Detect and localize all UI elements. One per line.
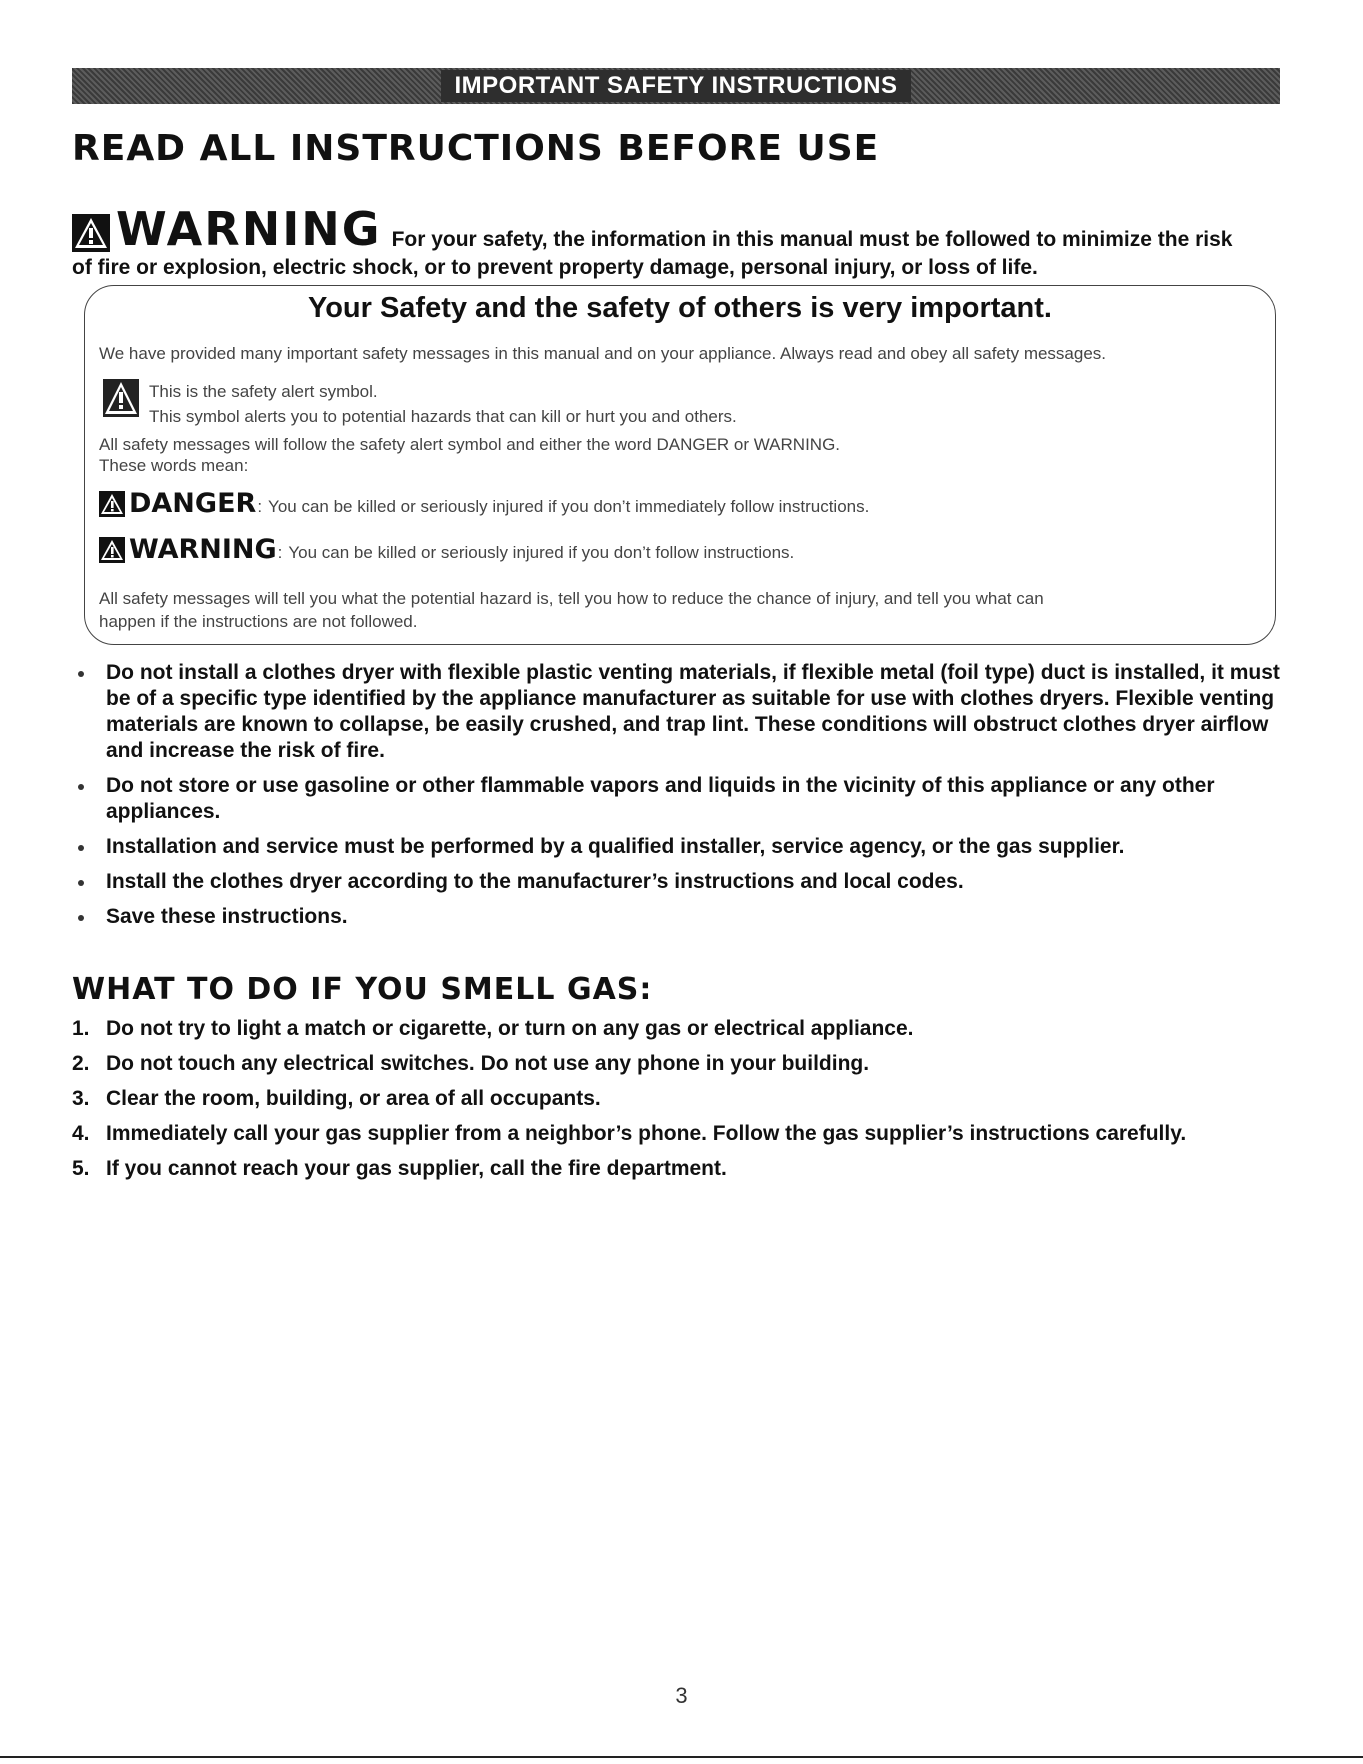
safety-alert-symbol-icon xyxy=(103,379,139,417)
step-number: 4. xyxy=(72,1122,90,1145)
list-item xyxy=(72,869,1287,895)
danger-signal-word: DANGER xyxy=(129,488,257,519)
danger-description: You can be killed or seriously injured if you don’t immediately follow instructions. xyxy=(268,497,870,516)
warning-statement xyxy=(72,202,1287,282)
alert-triangle-icon xyxy=(72,214,110,252)
bullet-text: Installation and service must be performed by a qualified installer, service agency, or the gas supplier. xyxy=(106,835,1125,858)
step-text: Do not touch any electrical switches. Do not use any phone in your building. xyxy=(106,1052,870,1075)
bullet-text: Do not store or use gasoline or other flammable vapors and liquids in the vicinity of this appliance or any other appliances. xyxy=(106,774,1215,823)
warning-text-line2: of fire or explosion, electric shock, or to prevent property damage, personal injury, or loss of life. xyxy=(72,256,1038,279)
list-item xyxy=(72,1016,1287,1042)
warning-signal-word-small: WARNING xyxy=(129,534,277,565)
step-text: Immediately call your gas supplier from a neighbor’s phone. Follow the gas supplier’s instructions carefully. xyxy=(106,1122,1187,1145)
closing-text-line2: happen if the instructions are not followed. xyxy=(99,612,418,631)
section-banner xyxy=(72,68,1280,104)
page-number: 3 xyxy=(675,1683,688,1708)
bullet-icon xyxy=(78,784,84,790)
bullet-icon xyxy=(78,915,84,921)
step-text: Do not try to light a match or cigarette, or turn on any gas or electrical appliance. xyxy=(106,1017,914,1040)
step-number: 5. xyxy=(72,1157,90,1180)
danger-alert-icon xyxy=(99,491,125,517)
step-number: 3. xyxy=(72,1087,90,1110)
bullet-icon xyxy=(78,880,84,886)
closing-text-line1: All safety messages will tell you what the potential hazard is, tell you how to reduce the chance of injury, and tell you what can xyxy=(99,589,1044,608)
step-text: Clear the room, building, or area of all occupants. xyxy=(106,1087,601,1110)
list-item xyxy=(72,1121,1287,1147)
safety-bullet-list xyxy=(72,660,1287,939)
symbol-description-line2: This symbol alerts you to potential hazards that can kill or hurt you and others. xyxy=(149,407,737,426)
warning-alert-icon xyxy=(99,537,125,563)
warning-description: You can be killed or seriously injured if you don’t follow instructions. xyxy=(288,543,795,562)
list-item xyxy=(72,904,1287,930)
banner-title: IMPORTANT SAFETY INSTRUCTIONS xyxy=(441,70,912,102)
bullet-text: Install the clothes dryer according to the manufacturer’s instructions and local codes. xyxy=(106,870,964,893)
list-item xyxy=(72,660,1287,764)
symbol-description-line1: This is the safety alert symbol. xyxy=(149,382,378,401)
list-item xyxy=(72,1156,1287,1182)
bullet-text: Do not install a clothes dryer with flexible plastic venting materials, if flexible metal (foil type) duct is installed, it must be of a specific type identified by the appliance manufacturer as suitable for use with clothes dryers. Flexible venting materials are known to collapse, be easily crushed, and trap lint. These conditions will obstruct clothes dryer airflow and increase the risk of fire. xyxy=(106,661,1280,762)
page-heading: READ ALL INSTRUCTIONS BEFORE USE xyxy=(72,128,880,169)
safety-message-box xyxy=(84,285,1276,645)
danger-definition xyxy=(99,490,869,517)
gas-steps-list xyxy=(72,1016,1287,1191)
bullet-icon xyxy=(78,671,84,677)
step-number: 2. xyxy=(72,1052,90,1075)
step-text: If you cannot reach your gas supplier, call the fire department. xyxy=(106,1157,727,1180)
list-item xyxy=(72,834,1287,860)
danger-colon: : xyxy=(257,497,263,516)
list-item xyxy=(72,1051,1287,1077)
warning-text-line1: For your safety, the information in this manual must be followed to minimize the risk xyxy=(391,228,1233,251)
warning-definition xyxy=(99,536,794,563)
warning-signal-word: WARNING xyxy=(116,202,382,256)
safety-box-intro: We have provided many important safety messages in this manual and on your appliance. Always read and obey all safety messages. xyxy=(99,344,1107,363)
list-item xyxy=(72,1086,1287,1112)
step-number: 1. xyxy=(72,1017,90,1040)
warning-colon: : xyxy=(277,543,283,562)
follow-text-line1: All safety messages will follow the safety alert symbol and either the word DANGER or WARNING. xyxy=(99,435,841,454)
bullet-text: Save these instructions. xyxy=(106,905,348,928)
gas-section-heading: WHAT TO DO IF YOU SMELL GAS: xyxy=(72,972,653,1007)
list-item xyxy=(72,773,1287,825)
safety-box-title: Your Safety and the safety of others is very important. xyxy=(308,292,1052,324)
bullet-icon xyxy=(78,845,84,851)
follow-text-line2: These words mean: xyxy=(99,456,249,475)
bottom-divider xyxy=(0,1756,1363,1758)
